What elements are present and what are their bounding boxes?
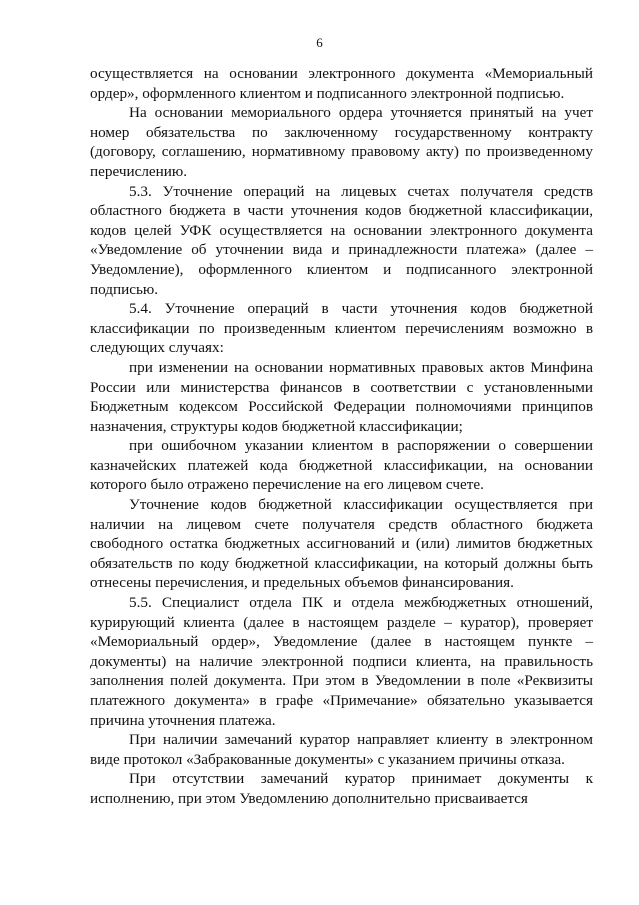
document-body: [90, 64, 593, 809]
paragraph-continuation: осуществляется на основании электронного документа «Мемориальный ордер», оформленного клиентом и подписанного электронной подписью.: [90, 65, 593, 102]
paragraph-clause-5-5: 5.5. Специалист отдела ПК и отдела межбюджетных отношений, курирующий клиента (далее в настоящем разделе – куратор), проверяет «Мемориальный ордер», Уведомление (далее в настоящем пункте – документы) на наличие электронной подписи клиента, на правильность заполнения полей документа. При этом в Уведомлении в поле «Реквизиты платежного документа» в графе «Примечание» обязательно указывается причина уточнения платежа.: [90, 594, 593, 729]
paragraph-acceptance: При отсутствии замечаний куратор принимает документы к исполнению, при этом Уведомлению дополнительно присваивается: [90, 770, 593, 807]
paragraph-clause-5-3: 5.3. Уточнение операций на лицевых счетах получателя средств областного бюджета в части уточнения кодов бюджетной классификации, кодов целей УФК осуществляется на основании электронного документа «Уведомление об уточнении вида и принадлежности платежа» (далее – Уведомление), оформленного клиентом и подписанного электронной подписью.: [90, 182, 593, 298]
paragraph-clause-5-4: 5.4. Уточнение операций в части уточнения кодов бюджетной классификации по произведенным клиентом перечислениям возможно в следующих случаях:: [90, 300, 593, 357]
paragraph-rejection: При наличии замечаний куратор направляет клиенту в электронном виде протокол «Забракованные документы» с указанием причины отказа.: [90, 731, 593, 768]
paragraph-memorial-order: На основании мемориального ордера уточняется принятый на учет номер обязательства по заключенному государственному контракту (договору, соглашению, нормативному правовому акту) по произведенному перечислению.: [90, 104, 593, 180]
page-number: 6: [316, 35, 323, 50]
paragraph-case-regulation-change: при изменении на основании нормативных правовых актов Минфина России или министерства финансов в соответствии с установленными Бюджетным кодексом Российской Федерации полномочиями принципов назначения, структуры кодов бюджетной классификации;: [90, 358, 593, 435]
paragraph-clarification-conditions: Уточнение кодов бюджетной классификации осуществляется при наличии на лицевом счете получателя средств областного бюджета свободного остатка бюджетных ассигнований и (или) лимитов бюджетных обязательств по коду бюджетной классификации, на который должны быть отнесены перечисления, и предельных объемов финансирования.: [90, 496, 593, 592]
paragraph-case-client-error: при ошибочном указании клиентом в распоряжении о совершении казначейских платежей кода бюджетной классификации, на основании которого было отражено перечисление на его лицевом счете.: [90, 437, 593, 494]
